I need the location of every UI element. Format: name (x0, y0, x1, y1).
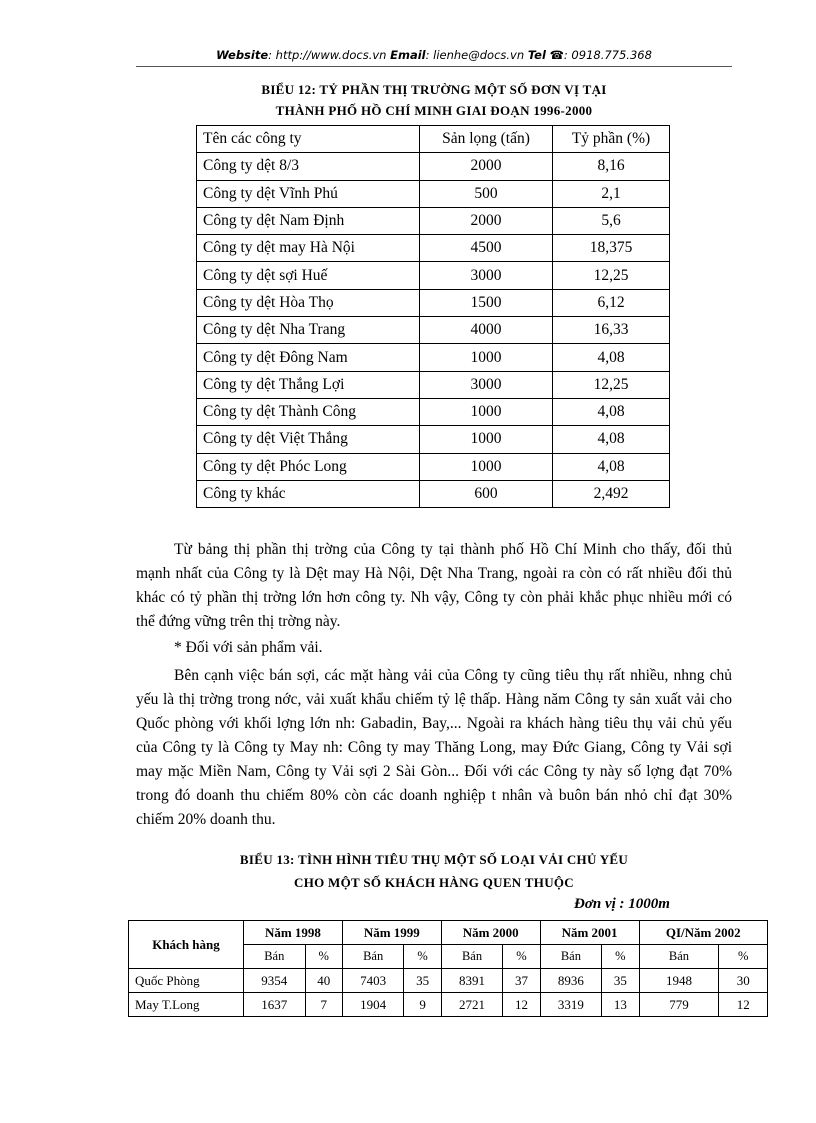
cell-output: 3000 (420, 262, 553, 289)
website-label: Website (216, 48, 269, 62)
cell-share: 4,08 (553, 398, 670, 425)
table-row (197, 289, 670, 316)
table-row (197, 180, 670, 207)
cell-output: 2000 (420, 207, 553, 234)
cell-value: 12 (503, 993, 540, 1017)
cell-output: 4000 (420, 317, 553, 344)
col-year-1999: Năm 1999 (342, 921, 441, 945)
table-row (197, 317, 670, 344)
cell-company: Công ty dệt sợi Huế (197, 262, 420, 289)
cell-output: 1000 (420, 398, 553, 425)
body-text (136, 538, 732, 832)
cell-company: Công ty dệt Nha Trang (197, 317, 420, 344)
col-share: Tỷ phần (%) (553, 126, 670, 153)
cell-output: 1500 (420, 289, 553, 316)
cell-value: 9354 (244, 969, 306, 993)
cell-company: Công ty dệt 8/3 (197, 153, 420, 180)
cell-output: 1000 (420, 453, 553, 480)
cell-share: 8,16 (553, 153, 670, 180)
cell-company: Công ty dệt Hòa Thọ (197, 289, 420, 316)
page-header (136, 48, 732, 62)
subcol-sales: Bán (244, 945, 306, 969)
cell-value: 7 (305, 993, 342, 1017)
cell-output: 4500 (420, 235, 553, 262)
cell-share: 4,08 (553, 426, 670, 453)
table-header-row (129, 921, 768, 945)
table-row (197, 398, 670, 425)
cell-share: 16,33 (553, 317, 670, 344)
cell-share: 4,08 (553, 453, 670, 480)
subcol-sales: Bán (639, 945, 719, 969)
market-share-table (196, 125, 670, 508)
fabric-consumption-table (128, 920, 768, 1017)
cell-value: 8936 (540, 969, 602, 993)
table-row (197, 153, 670, 180)
subcol-sales: Bán (540, 945, 602, 969)
cell-value: 7403 (342, 969, 404, 993)
subcol-sales: Bán (441, 945, 503, 969)
cell-output: 2000 (420, 153, 553, 180)
cell-value: 13 (602, 993, 639, 1017)
cell-value: 779 (639, 993, 719, 1017)
cell-value: 35 (602, 969, 639, 993)
col-output: Sản lọng (tấn) (420, 126, 553, 153)
cell-value: 12 (719, 993, 768, 1017)
cell-company: Công ty dệt Thắng Lợi (197, 371, 420, 398)
table13-title-line2: CHO MỘT SỐ KHÁCH HÀNG QUEN THUỘC (294, 875, 574, 890)
email-label: Email (390, 48, 426, 62)
table-row (197, 480, 670, 507)
table-row (197, 207, 670, 234)
table-row (197, 235, 670, 262)
cell-customer: Quốc Phòng (129, 969, 244, 993)
cell-value: 2721 (441, 993, 503, 1017)
cell-output: 500 (420, 180, 553, 207)
col-year-1998: Năm 1998 (244, 921, 343, 945)
cell-output: 1000 (420, 426, 553, 453)
table12-title-line1: BIỂU 12: TỶ PHẦN THỊ TRƯỜNG MỘT SỐ ĐƠN VỊ TẠI (261, 82, 607, 97)
email-value: : lienhe@docs.vn (425, 48, 525, 62)
tel-label: Tel (527, 48, 546, 62)
col-customer: Khách hàng (129, 921, 244, 969)
cell-customer: May T.Long (129, 993, 244, 1017)
cell-company: Công ty dệt Thành Công (197, 398, 420, 425)
table-row (129, 969, 768, 993)
cell-value: 35 (404, 969, 441, 993)
cell-share: 18,375 (553, 235, 670, 262)
paragraph-fabric-heading: * Đối với sản phẩm vải. (174, 639, 323, 656)
cell-share: 2,1 (553, 180, 670, 207)
col-q1-2002: QI/Năm 2002 (639, 921, 768, 945)
tel-value: : 0918.775.368 (563, 48, 652, 62)
cell-value: 9 (404, 993, 441, 1017)
cell-value: 1904 (342, 993, 404, 1017)
cell-value: 1637 (244, 993, 306, 1017)
table-row (197, 344, 670, 371)
cell-output: 1000 (420, 344, 553, 371)
cell-share: 4,08 (553, 344, 670, 371)
cell-share: 6,12 (553, 289, 670, 316)
cell-share: 2,492 (553, 480, 670, 507)
cell-value: 1948 (639, 969, 719, 993)
header-divider (136, 66, 732, 67)
subcol-percent: % (305, 945, 342, 969)
cell-company: Công ty dệt Phóc Long (197, 453, 420, 480)
cell-share: 5,6 (553, 207, 670, 234)
table-row (197, 262, 670, 289)
table13-title-line1: BIỂU 13: TÌNH HÌNH TIÊU THỤ MỘT SỐ LOẠI VẢI CHỦ YẾU (239, 852, 629, 867)
table-header-row (197, 126, 670, 153)
cell-share: 12,25 (553, 262, 670, 289)
table-row (197, 371, 670, 398)
cell-company: Công ty dệt Nam Định (197, 207, 420, 234)
website-value: : http://www.docs.vn (268, 48, 387, 62)
table12-title-line2: THÀNH PHỐ HỒ CHÍ MINH GIAI ĐOẠN 1996-2000 (275, 103, 593, 118)
col-year-2001: Năm 2001 (540, 921, 639, 945)
cell-company: Công ty khác (197, 480, 420, 507)
cell-company: Công ty dệt Việt Thắng (197, 426, 420, 453)
cell-value: 8391 (441, 969, 503, 993)
phone-icon: ☎ (549, 48, 564, 62)
cell-output: 600 (420, 480, 553, 507)
cell-company: Công ty dệt may Hà Nội (197, 235, 420, 262)
col-company: Tên các công ty (197, 126, 420, 153)
subcol-percent: % (602, 945, 639, 969)
subcol-percent: % (719, 945, 768, 969)
cell-value: 30 (719, 969, 768, 993)
cell-value: 40 (305, 969, 342, 993)
subcol-sales: Bán (342, 945, 404, 969)
cell-output: 3000 (420, 371, 553, 398)
paragraph-fabric-sales: Bên cạnh việc bán sợi, các mặt hàng vải của Công ty cũng tiêu thụ rất nhiều, nhng chủ yếu là thị trờng trong nớc, vải xuất khẩu chiếm tỷ lệ thấp. Hàng năm Công ty sản xuất vải cho Quốc phòng với khối lợng lớn nh: Gabadin, Bay,... Ngoài ra khách hàng tiêu thụ vải chủ yếu của Công ty là Công ty May nh: Công ty may Thăng Long, may Đức Giang, Công ty Vải sợi may mặc Miền Nam, Công ty Vải sợi 2 Sài Gòn... Đối với các Công ty này số lợng đạt 70% trong đó doanh thu chiếm 80% còn các doanh nghiệp t nhân và buôn bán nhỏ chỉ đạt 30% chiếm 20% doanh thu. (136, 667, 732, 828)
table-row (197, 453, 670, 480)
cell-company: Công ty dệt Vĩnh Phú (197, 180, 420, 207)
paragraph-market-analysis: Từ bảng thị phần thị trờng của Công ty tại thành phố Hồ Chí Minh cho thấy, đối thủ mạnh nhất của Công ty là Dệt may Hà Nội, Dệt Nha Trang, ngoài ra còn có rất nhiều đối thủ khác có tỷ phần thị trờng lớn hơn công ty. Nh vậy, Công ty còn phải khắc phục nhiều mới có thể đứng vững trên thị trờng này. (136, 541, 732, 630)
subcol-percent: % (404, 945, 441, 969)
cell-company: Công ty dệt Đông Nam (197, 344, 420, 371)
col-year-2000: Năm 2000 (441, 921, 540, 945)
table-row (129, 993, 768, 1017)
unit-label: Đơn vị : 1000m (574, 896, 670, 912)
cell-share: 12,25 (553, 371, 670, 398)
cell-value: 37 (503, 969, 540, 993)
subcol-percent: % (503, 945, 540, 969)
cell-value: 3319 (540, 993, 602, 1017)
table-row (197, 426, 670, 453)
